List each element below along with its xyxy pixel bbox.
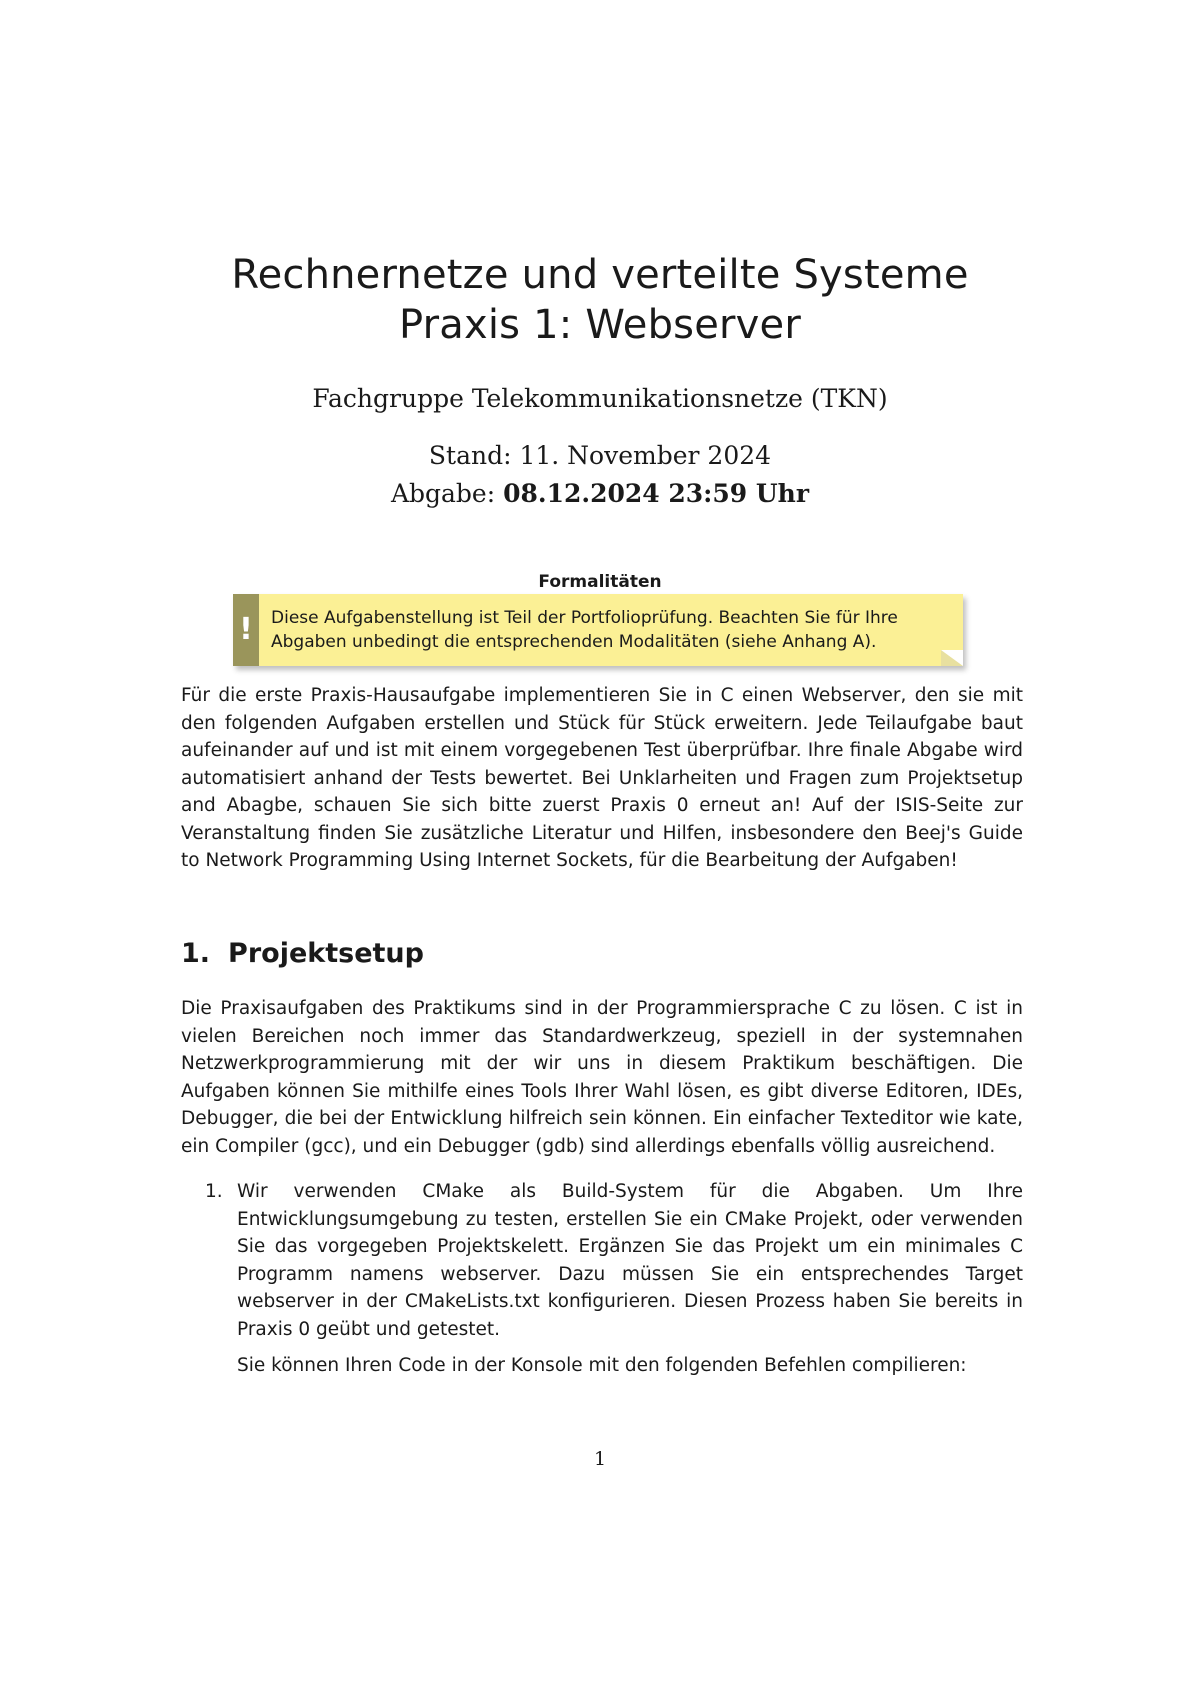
author-group: Fachgruppe Telekommunikationsnetze (TKN) [312, 384, 888, 413]
formalities-heading: Formalitäten [538, 572, 662, 592]
section-heading-projektsetup [181, 937, 424, 971]
date-block [0, 437, 1200, 513]
intro-paragraph: Für die erste Praxis-Hausaufgabe implementieren Sie in C einen Webserver, den sie mit den folgenden Aufgaben erstellen und Stück für Stück erweitern. Jede Teilaufgabe baut aufeinander auf und ist mit einem vorgegebenen Test überprüfbar. Ihre finale Abgabe wird automatisiert anhand der Tests bewertet. Bei Unklarheiten und Fragen zum Projektsetup and Abagbe, schauen Sie sich bitte zuerst Praxis 0 erneut an! Auf der ISIS-Seite zur Veranstaltung finden Sie zusätzliche Literatur und Hilfen, insbesondere den Beej's Guide to Network Programming Using Internet Sockets, für die Bearbeitung der Aufgaben! [181, 685, 1023, 871]
section-paragraph: Die Praxisaufgaben des Praktikums sind in der Programmiersprache C zu lösen. C ist in vielen Bereichen noch immer das Standardwerkzeug, speziell in der systemnahen Netzwerkprogrammierung mit der wir uns in diesem Praktikum beschäftigen. Die Aufgaben können Sie mithilfe eines Tools Ihrer Wahl lösen, es gibt diverse Editoren, IDEs, Debugger, die bei der Entwicklung hilfreich sein können. Ein einfacher Texteditor wie kate, ein Compiler (gcc), und ein Debugger (gdb) sind allerdings ebenfalls völlig ausreichend. [181, 998, 1023, 1157]
deadline [0, 475, 1200, 513]
document-title [0, 250, 1200, 350]
deadline-label: Abgabe: [390, 479, 504, 508]
list-item-number: 1. [205, 1181, 223, 1202]
list-item [181, 1178, 1023, 1343]
note-fold-corner [941, 650, 963, 666]
list-item-followup: Sie können Ihren Code in der Konsole mit den folgenden Befehlen compilieren: [237, 1355, 967, 1376]
formalities-note-text: Diese Aufgabenstellung ist Teil der Portfolioprüfung. Beachten Sie für Ihre Abgaben unbedingt die entsprechenden Modalitäten (siehe Anhang A). [271, 608, 898, 652]
deadline-value: 08.12.2024 23:59 Uhr [503, 479, 810, 508]
title-line-course: Rechnernetze und verteilte Systeme [231, 252, 969, 298]
section-title: Projektsetup [228, 938, 424, 969]
formalities-note [233, 594, 963, 666]
exclamation-icon: ! [233, 594, 259, 666]
page-number: 1 [593, 1448, 607, 1470]
stand-date: Stand: 11. November 2024 [428, 441, 772, 470]
task-list [181, 1178, 1023, 1380]
section-number: 1. [181, 938, 211, 969]
title-line-assignment: Praxis 1: Webserver [399, 302, 801, 348]
list-item-text: Wir verwenden CMake als Build-System für die Abgaben. Um Ihre Entwicklungsumgebung zu testen, erstellen Sie ein CMake Projekt, oder verwenden Sie das vorgegeben Projektskelett. Ergänzen Sie das Projekt um ein minimales C Programm namens webserver. Dazu müssen Sie ein entsprechendes Target webserver in der CMakeLists.txt konfigurieren. Diesen Prozess haben Sie bereits in Praxis 0 geübt und getestet. [237, 1181, 1023, 1340]
